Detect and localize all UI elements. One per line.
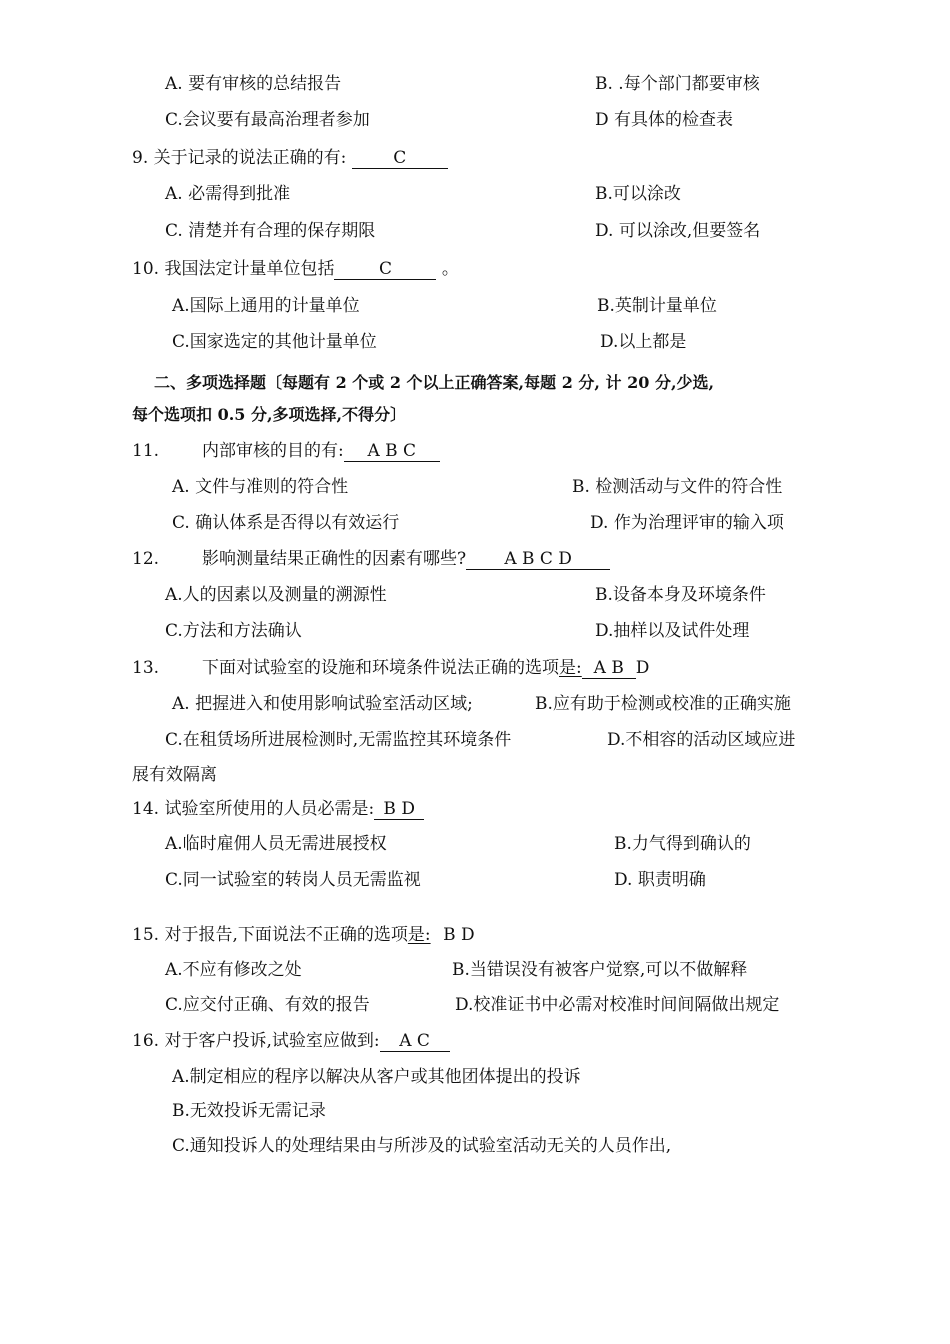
- q12-option-d: D.抽样以及试件处理: [595, 621, 750, 641]
- q14-stem: 试验室所使用的人员必需是:: [164, 799, 375, 819]
- q10-number: 10.: [132, 259, 160, 279]
- q16-option-c: C.通知投诉人的处理结果由与所涉及的试验室活动无关的人员作出,: [172, 1136, 672, 1156]
- q13-number: 13.: [132, 658, 160, 678]
- q13-stem-line: [202, 657, 649, 679]
- q10-option-b: B.英制计量单位: [597, 296, 717, 316]
- q16-stem-line: [132, 1030, 450, 1052]
- q10-stem: 我国法定计量单位包括: [164, 259, 335, 279]
- q10-option-d: D.以上都是: [600, 332, 687, 352]
- q13-option-b: B.应有助于检测或校准的正确实施: [535, 694, 791, 714]
- q13-answer: A B: [582, 658, 636, 679]
- q16-option-a: A.制定相应的程序以解决从客户或其他团体提出的投诉: [172, 1067, 581, 1087]
- q8-option-a: A. 要有审核的总结报告: [165, 74, 342, 94]
- q15-stem-underlined: 是:: [407, 925, 431, 945]
- q12-option-b: B.设备本身及环境条件: [595, 585, 766, 605]
- q9-option-b: B.可以涂改: [595, 184, 681, 204]
- q12-answer: A B C D: [466, 549, 610, 570]
- q13-answer-tail: D: [635, 658, 650, 678]
- section2-heading-line1: 二、多项选择题〔每题有 2 个或 2 个以上正确答案,每题 2 分, 计 20 分,少选,: [154, 373, 715, 392]
- q11-number: 11.: [132, 441, 160, 461]
- q16-number: 16.: [132, 1031, 160, 1051]
- q14-option-d: D. 职责明确: [614, 870, 706, 890]
- q9-number: 9.: [132, 148, 149, 168]
- q11-option-d: D. 作为治理评审的输入项: [590, 513, 784, 533]
- q15-number: 15.: [132, 925, 160, 945]
- q15-option-d: D.校准证书中必需对校准时间间隔做出规定: [455, 995, 780, 1015]
- q11-answer: A B C: [344, 441, 440, 462]
- q14-answer: B D: [374, 799, 424, 820]
- q10-option-c: C.国家选定的其他计量单位: [172, 332, 377, 352]
- q16-answer: A C: [380, 1031, 450, 1052]
- q14-stem-line: [132, 798, 424, 820]
- q11-option-c: C. 确认体系是否得以有效运行: [172, 513, 400, 533]
- q8-option-b: B. .每个部门都要审核: [595, 74, 760, 94]
- q9-answer: C: [352, 148, 448, 169]
- q12-number: 12.: [132, 549, 160, 569]
- q16-option-b: B.无效投诉无需记录: [172, 1101, 326, 1121]
- q12-option-c: C.方法和方法确认: [165, 621, 302, 641]
- q15-answer: B D: [443, 925, 475, 945]
- q14-number: 14.: [132, 799, 160, 819]
- q13-option-d: D.不相容的活动区域应进: [607, 730, 796, 750]
- q14-option-b: B.力气得到确认的: [614, 834, 751, 854]
- q10-option-a: A.国际上通用的计量单位: [172, 296, 360, 316]
- q9-option-a: A. 必需得到批准: [165, 184, 291, 204]
- q10-stem-line: [132, 258, 459, 280]
- q13-option-d-continued: 展有效隔离: [132, 765, 217, 785]
- q16-stem: 对于客户投诉,试验室应做到:: [164, 1031, 380, 1051]
- q15-option-a: A.不应有修改之处: [165, 960, 302, 980]
- q8-option-c: C.会议要有最高治理者参加: [165, 110, 370, 130]
- section2-heading-line2: 每个选项扣 0.5 分,多项选择,不得分〕: [132, 405, 407, 424]
- q11-stem-line: [202, 440, 440, 462]
- q13-stem-underlined: 是:: [559, 658, 582, 678]
- q15-option-b: B.当错误没有被客户觉察,可以不做解释: [452, 960, 748, 980]
- q10-end: 。: [441, 259, 459, 279]
- q10-answer: C: [334, 259, 436, 280]
- q9-stem: 关于记录的说法正确的有:: [153, 148, 347, 168]
- q13-stem: 下面对试验室的设施和环境条件说法正确的选项: [202, 658, 559, 678]
- q13-option-a: A. 把握进入和使用影响试验室活动区域;: [172, 694, 473, 714]
- q13-option-c: C.在租赁场所进展检测时,无需监控其环境条件: [165, 730, 512, 750]
- q12-stem-line: [202, 548, 610, 570]
- q9-stem-line: [132, 147, 448, 169]
- q9-option-c: C. 清楚并有合理的保存期限: [165, 221, 376, 241]
- q11-option-b: B. 检测活动与文件的符合性: [572, 477, 783, 497]
- q8-option-d: D 有具体的检查表: [595, 110, 734, 130]
- q14-option-c: C.同一试验室的转岗人员无需监视: [165, 870, 421, 890]
- q11-option-a: A. 文件与准则的符合性: [172, 477, 349, 497]
- q9-option-d: D. 可以涂改,但要签名: [595, 221, 761, 241]
- q12-option-a: A.人的因素以及测量的溯源性: [165, 585, 387, 605]
- q15-option-c: C.应交付正确、有效的报告: [165, 995, 370, 1015]
- q11-stem: 内部审核的目的有:: [202, 441, 344, 461]
- q14-option-a: A.临时雇佣人员无需进展授权: [165, 834, 387, 854]
- q12-stem: 影响测量结果正确性的因素有哪些?: [202, 549, 467, 569]
- q15-stem: 对于报告,下面说法不正确的选项: [164, 925, 408, 945]
- q15-stem-line: [132, 924, 475, 946]
